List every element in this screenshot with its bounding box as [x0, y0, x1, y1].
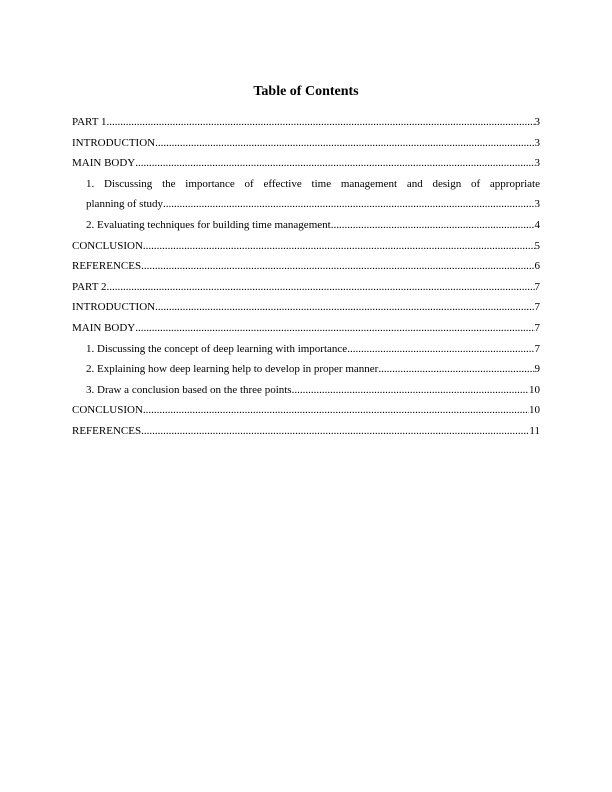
dot-leader [378, 359, 534, 380]
toc-page-number: 3 [534, 136, 540, 149]
toc-entry-label: MAIN BODY [72, 321, 136, 334]
toc-page-number: 6 [534, 260, 540, 273]
toc-entry-introduction-2[interactable] [72, 297, 540, 318]
toc-entry-main-body-1[interactable] [72, 153, 540, 174]
toc-entry-label: PART 1 [72, 116, 107, 128]
toc-page-number: 11 [529, 424, 540, 437]
dot-leader [141, 421, 529, 442]
toc-page-number: 10 [529, 404, 540, 417]
toc-page-number: 7 [534, 321, 540, 334]
toc-page-number: 9 [534, 363, 540, 376]
dot-leader [347, 339, 534, 360]
toc-page-number: 3 [534, 157, 540, 170]
toc-page-number: 4 [534, 218, 540, 231]
dot-leader [155, 133, 534, 154]
toc-entry-time-management-techniques[interactable] [72, 215, 540, 236]
toc-page-number: 7 [534, 301, 540, 314]
dot-leader [143, 236, 535, 257]
toc-page-number: 5 [534, 239, 540, 252]
dot-leader [163, 194, 535, 215]
toc-page-number: 7 [534, 280, 540, 293]
dot-leader [107, 112, 535, 133]
toc-entry-label: 3. Draw a conclusion based on the three points [86, 383, 292, 396]
toc-page-number: 3 [534, 116, 540, 128]
toc-entry-part-1[interactable] [72, 112, 540, 133]
toc-entry-label-line1: 1. Discussing the importance of effective time management and design of appropriate [86, 177, 540, 190]
toc-list [72, 112, 540, 442]
toc-entry-label: INTRODUCTION [72, 136, 156, 149]
dot-leader [135, 153, 534, 174]
toc-title: Table of Contents [253, 84, 359, 99]
toc-entry-label: MAIN BODY [72, 157, 136, 170]
toc-entry-label: PART 2 [72, 280, 107, 293]
toc-entry-three-points-conclusion[interactable] [72, 380, 540, 401]
toc-entry-label: CONCLUSION [72, 239, 143, 252]
toc-entry-references-1[interactable] [72, 256, 540, 277]
toc-entry-part-2[interactable] [72, 277, 540, 298]
toc-entry-introduction-1[interactable] [72, 133, 540, 154]
dot-leader [135, 318, 534, 339]
toc-page-number: 3 [534, 198, 540, 211]
toc-entry-conclusion-1[interactable] [72, 236, 540, 257]
toc-page-number: 7 [534, 342, 540, 355]
toc-entry-label: CONCLUSION [72, 404, 143, 417]
toc-entry-time-management-importance[interactable] [72, 174, 540, 215]
toc-entry-references-2[interactable] [72, 421, 540, 442]
toc-entry-label: REFERENCES [72, 424, 142, 437]
toc-entry-label-line2: planning of study [86, 198, 163, 211]
toc-entry-conclusion-2[interactable] [72, 400, 540, 421]
dot-leader [292, 380, 529, 401]
toc-entry-label: REFERENCES [72, 260, 142, 273]
toc-entry-deep-learning-concept[interactable] [72, 339, 540, 360]
toc-entry-label: 1. Discussing the concept of deep learning with importance [86, 342, 348, 355]
toc-entry-label: INTRODUCTION [72, 301, 156, 314]
dot-leader [107, 277, 535, 298]
dot-leader [155, 297, 534, 318]
dot-leader [141, 256, 534, 277]
dot-leader [143, 400, 529, 421]
toc-entry-label: 2. Explaining how deep learning help to develop in proper manner [86, 363, 379, 376]
toc-entry-main-body-2[interactable] [72, 318, 540, 339]
toc-entry-label: 2. Evaluating techniques for building time management [86, 218, 331, 231]
toc-page-number: 10 [529, 383, 540, 396]
dot-leader [331, 215, 535, 236]
toc-entry-deep-learning-development[interactable] [72, 359, 540, 380]
